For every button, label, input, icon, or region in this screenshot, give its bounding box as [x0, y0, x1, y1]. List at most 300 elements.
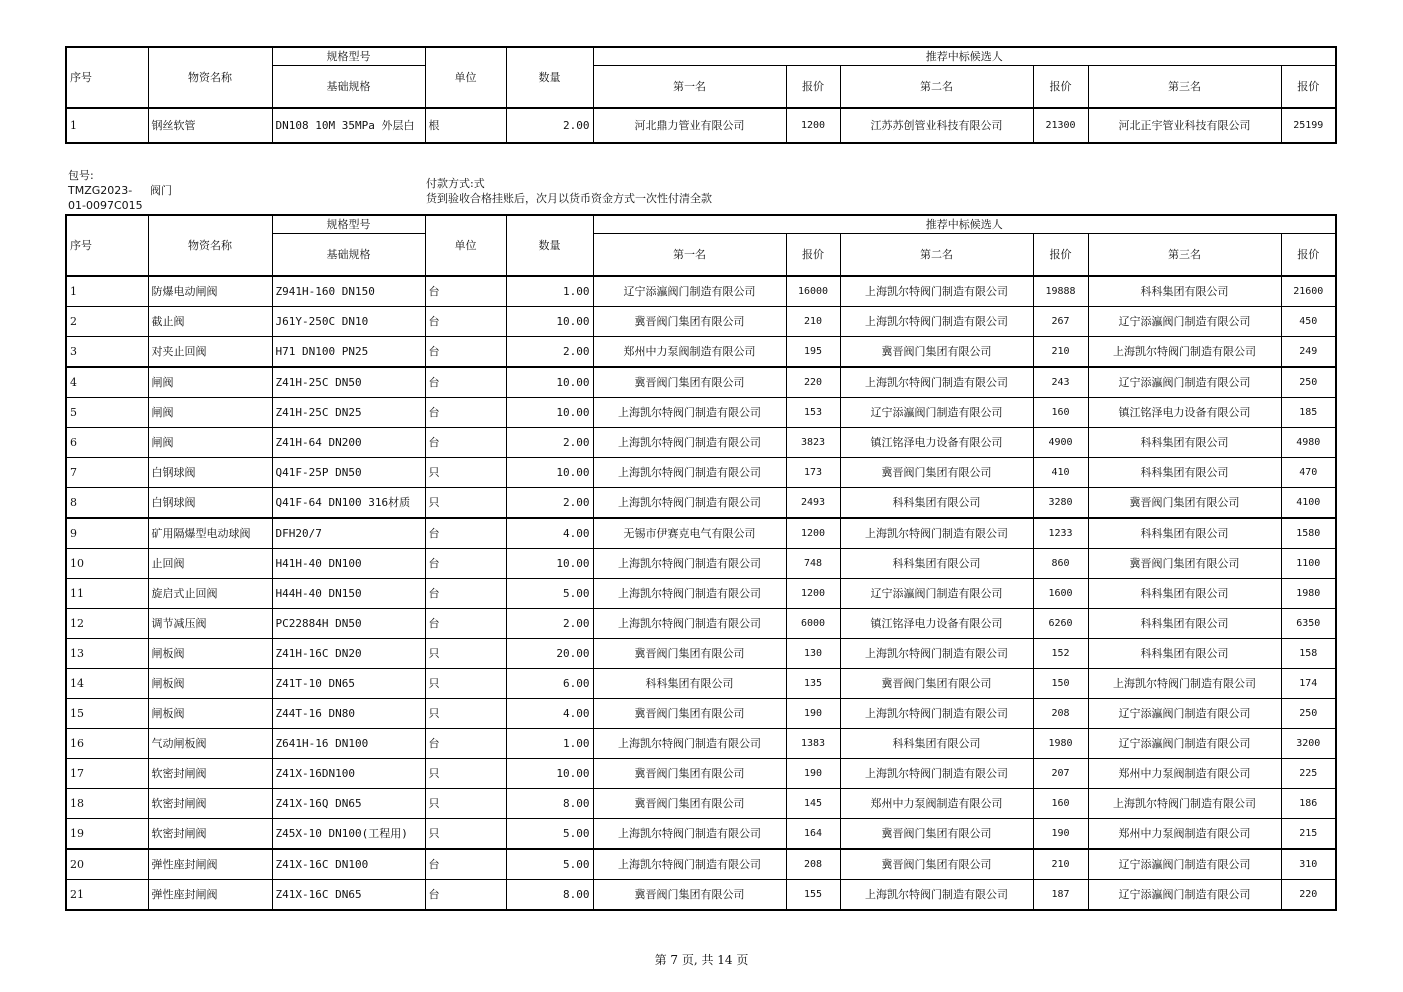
row-second-candidate: 上海凯尔特阀门制造有限公司 — [840, 880, 1033, 911]
row-unit: 只 — [425, 789, 506, 819]
row-third-candidate: 辽宁添瀛阀门制造有限公司 — [1088, 699, 1281, 729]
row-second-candidate: 江苏苏创管业科技有限公司 — [840, 108, 1033, 143]
row-third-candidate: 辽宁添瀛阀门制造有限公司 — [1088, 729, 1281, 759]
row-qty: 2.00 — [506, 609, 593, 639]
row-name: 截止阀 — [148, 307, 272, 337]
row-third-price: 185 — [1281, 398, 1336, 428]
row-second-candidate: 上海凯尔特阀门制造有限公司 — [840, 639, 1033, 669]
row-first-candidate: 冀晋阀门集团有限公司 — [593, 699, 786, 729]
row-name: 闸阀 — [148, 398, 272, 428]
row-first-candidate: 上海凯尔特阀门制造有限公司 — [593, 609, 786, 639]
row-second-candidate: 镇江铭泽电力设备有限公司 — [840, 609, 1033, 639]
row-qty: 1.00 — [506, 276, 593, 307]
package-name: 阀门 — [150, 184, 172, 197]
row-unit: 台 — [425, 579, 506, 609]
row-first-candidate: 科科集团有限公司 — [593, 669, 786, 699]
row-spec: Z41H-16C DN20 — [272, 639, 425, 669]
row-second-price: 4900 — [1033, 428, 1088, 458]
row-name: 弹性座封闸阀 — [148, 880, 272, 911]
row-second-candidate: 郑州中力泵阀制造有限公司 — [840, 789, 1033, 819]
table-row — [66, 108, 1336, 143]
row-seq: 21 — [66, 880, 148, 911]
row-seq: 15 — [66, 699, 148, 729]
row-second-candidate: 科科集团有限公司 — [840, 488, 1033, 519]
row-third-price: 6350 — [1281, 609, 1336, 639]
row-seq: 18 — [66, 789, 148, 819]
row-unit: 台 — [425, 849, 506, 880]
row-seq: 1 — [66, 276, 148, 307]
row-qty: 8.00 — [506, 880, 593, 911]
row-first-candidate: 上海凯尔特阀门制造有限公司 — [593, 428, 786, 458]
row-second-candidate: 科科集团有限公司 — [840, 549, 1033, 579]
row-first-candidate: 上海凯尔特阀门制造有限公司 — [593, 579, 786, 609]
row-first-price: 3823 — [786, 428, 840, 458]
row-third-candidate: 科科集团有限公司 — [1088, 639, 1281, 669]
row-name: 止回阀 — [148, 549, 272, 579]
row-third-candidate: 河北正宇管业科技有限公司 — [1088, 108, 1281, 143]
row-qty: 5.00 — [506, 849, 593, 880]
row-name: 钢丝软管 — [148, 108, 272, 143]
row-second-price: 208 — [1033, 699, 1088, 729]
row-second-price: 207 — [1033, 759, 1088, 789]
header-second: 第二名 — [840, 66, 1033, 109]
table-row — [66, 276, 1336, 307]
row-qty: 10.00 — [506, 307, 593, 337]
row-name: 弹性座封闸阀 — [148, 849, 272, 880]
row-first-price: 145 — [786, 789, 840, 819]
row-second-price: 267 — [1033, 307, 1088, 337]
row-qty: 2.00 — [506, 108, 593, 143]
row-qty: 8.00 — [506, 789, 593, 819]
row-first-price: 208 — [786, 849, 840, 880]
header-third: 第三名 — [1088, 234, 1281, 277]
row-third-candidate: 郑州中力泵阀制造有限公司 — [1088, 819, 1281, 850]
row-third-candidate: 科科集团有限公司 — [1088, 428, 1281, 458]
row-second-price: 1233 — [1033, 518, 1088, 549]
row-seq: 17 — [66, 759, 148, 789]
row-qty: 2.00 — [506, 488, 593, 519]
row-qty: 20.00 — [506, 639, 593, 669]
package-label: 包号: — [68, 169, 94, 182]
row-first-candidate: 冀晋阀门集团有限公司 — [593, 367, 786, 398]
row-spec: H41H-40 DN100 — [272, 549, 425, 579]
row-name: 调节减压阀 — [148, 609, 272, 639]
row-second-price: 150 — [1033, 669, 1088, 699]
row-seq: 7 — [66, 458, 148, 488]
row-spec: Z41T-10 DN65 — [272, 669, 425, 699]
row-second-price: 160 — [1033, 789, 1088, 819]
header-price-2: 报价 — [1033, 66, 1088, 109]
items-table-2 — [65, 214, 1337, 911]
row-name: 闸板阀 — [148, 699, 272, 729]
table-row — [66, 639, 1336, 669]
row-second-price: 1980 — [1033, 729, 1088, 759]
table-row — [66, 518, 1336, 549]
header-price-3: 报价 — [1281, 234, 1336, 277]
header-candidates: 推荐中标候选人 — [593, 47, 1336, 66]
row-first-price: 130 — [786, 639, 840, 669]
row-unit: 台 — [425, 518, 506, 549]
row-third-price: 1980 — [1281, 579, 1336, 609]
row-spec: DN108 10M 35MPa 外层白 — [272, 108, 425, 143]
row-third-price: 225 — [1281, 759, 1336, 789]
row-seq: 9 — [66, 518, 148, 549]
row-spec: H71 DN100 PN25 — [272, 337, 425, 368]
row-name: 闸板阀 — [148, 639, 272, 669]
row-unit: 台 — [425, 609, 506, 639]
row-third-price: 1580 — [1281, 518, 1336, 549]
package-code-line2: 01-0097C015 — [68, 199, 143, 212]
row-third-price: 249 — [1281, 337, 1336, 368]
row-spec: Z941H-160 DN150 — [272, 276, 425, 307]
table-row — [66, 579, 1336, 609]
row-spec: Z41H-64 DN200 — [272, 428, 425, 458]
row-first-price: 210 — [786, 307, 840, 337]
row-first-price: 1200 — [786, 108, 840, 143]
items-table-1 — [65, 46, 1337, 144]
row-seq: 20 — [66, 849, 148, 880]
row-seq: 1 — [66, 108, 148, 143]
row-third-candidate: 辽宁添瀛阀门制造有限公司 — [1088, 307, 1281, 337]
row-spec: J61Y-250C DN10 — [272, 307, 425, 337]
row-unit: 台 — [425, 729, 506, 759]
row-seq: 4 — [66, 367, 148, 398]
row-unit: 台 — [425, 276, 506, 307]
page-footer: 第 7 页, 共 14 页 — [654, 953, 749, 967]
row-name: 气动闸板阀 — [148, 729, 272, 759]
row-third-price: 174 — [1281, 669, 1336, 699]
header-spec-group: 规格型号 — [272, 47, 425, 66]
row-spec: Z41X-16Q DN65 — [272, 789, 425, 819]
payment-label: 付款方式:式 — [426, 177, 485, 190]
header-second: 第二名 — [840, 234, 1033, 277]
table-row — [66, 458, 1336, 488]
row-name: 软密封闸阀 — [148, 789, 272, 819]
header-price-3: 报价 — [1281, 66, 1336, 109]
row-first-candidate: 郑州中力泵阀制造有限公司 — [593, 337, 786, 368]
row-third-candidate: 上海凯尔特阀门制造有限公司 — [1088, 337, 1281, 368]
row-second-price: 187 — [1033, 880, 1088, 911]
row-unit: 台 — [425, 398, 506, 428]
row-unit: 台 — [425, 880, 506, 911]
row-first-candidate: 上海凯尔特阀门制造有限公司 — [593, 398, 786, 428]
row-spec: Q41F-64 DN100 316材质 — [272, 488, 425, 519]
header-unit: 单位 — [425, 47, 506, 108]
row-second-price: 21300 — [1033, 108, 1088, 143]
header-name: 物资名称 — [148, 215, 272, 276]
row-second-candidate: 镇江铭泽电力设备有限公司 — [840, 428, 1033, 458]
package-code-line1: TMZG2023- — [68, 184, 133, 197]
header-price-1: 报价 — [786, 234, 840, 277]
header-third: 第三名 — [1088, 66, 1281, 109]
row-third-candidate: 科科集团有限公司 — [1088, 458, 1281, 488]
row-unit: 台 — [425, 367, 506, 398]
row-third-candidate: 冀晋阀门集团有限公司 — [1088, 549, 1281, 579]
row-qty: 2.00 — [506, 428, 593, 458]
row-spec: DFH20/7 — [272, 518, 425, 549]
row-third-candidate: 科科集团有限公司 — [1088, 518, 1281, 549]
table-row — [66, 669, 1336, 699]
header-price-2: 报价 — [1033, 234, 1088, 277]
header-seq: 序号 — [66, 215, 148, 276]
row-qty: 5.00 — [506, 819, 593, 850]
row-unit: 只 — [425, 458, 506, 488]
row-third-candidate: 辽宁添瀛阀门制造有限公司 — [1088, 880, 1281, 911]
row-unit: 台 — [425, 428, 506, 458]
row-first-candidate: 冀晋阀门集团有限公司 — [593, 880, 786, 911]
row-third-price: 250 — [1281, 699, 1336, 729]
table-row — [66, 609, 1336, 639]
row-second-candidate: 冀晋阀门集团有限公司 — [840, 849, 1033, 880]
row-third-candidate: 上海凯尔特阀门制造有限公司 — [1088, 789, 1281, 819]
row-seq: 19 — [66, 819, 148, 850]
table-row — [66, 729, 1336, 759]
row-name: 白钢球阀 — [148, 488, 272, 519]
row-spec: Z641H-16 DN100 — [272, 729, 425, 759]
header-spec: 基础规格 — [272, 234, 425, 277]
row-first-price: 190 — [786, 759, 840, 789]
row-spec: Z41H-25C DN25 — [272, 398, 425, 428]
package-info — [68, 168, 158, 213]
header-price-1: 报价 — [786, 66, 840, 109]
header-first: 第一名 — [593, 66, 786, 109]
row-third-candidate: 辽宁添瀛阀门制造有限公司 — [1088, 367, 1281, 398]
row-spec: Z45X-10 DN100(工程用) — [272, 819, 425, 850]
row-seq: 10 — [66, 549, 148, 579]
header-spec: 基础规格 — [272, 66, 425, 109]
row-second-price: 152 — [1033, 639, 1088, 669]
row-name: 白钢球阀 — [148, 458, 272, 488]
row-first-price: 164 — [786, 819, 840, 850]
row-first-candidate: 冀晋阀门集团有限公司 — [593, 789, 786, 819]
row-qty: 10.00 — [506, 398, 593, 428]
row-unit: 只 — [425, 819, 506, 850]
row-second-price: 160 — [1033, 398, 1088, 428]
table-row — [66, 488, 1336, 519]
row-first-candidate: 辽宁添瀛阀门制造有限公司 — [593, 276, 786, 307]
row-second-candidate: 上海凯尔特阀门制造有限公司 — [840, 307, 1033, 337]
table-row — [66, 337, 1336, 368]
row-unit: 根 — [425, 108, 506, 143]
row-second-price: 210 — [1033, 337, 1088, 368]
row-first-candidate: 河北鼎力管业有限公司 — [593, 108, 786, 143]
row-first-price: 1200 — [786, 518, 840, 549]
header-unit: 单位 — [425, 215, 506, 276]
row-seq: 12 — [66, 609, 148, 639]
row-seq: 2 — [66, 307, 148, 337]
table-row — [66, 849, 1336, 880]
row-third-price: 250 — [1281, 367, 1336, 398]
row-second-candidate: 辽宁添瀛阀门制造有限公司 — [840, 579, 1033, 609]
table-row — [66, 880, 1336, 911]
row-third-candidate: 郑州中力泵阀制造有限公司 — [1088, 759, 1281, 789]
row-seq: 8 — [66, 488, 148, 519]
row-first-price: 6000 — [786, 609, 840, 639]
row-second-candidate: 上海凯尔特阀门制造有限公司 — [840, 276, 1033, 307]
row-seq: 5 — [66, 398, 148, 428]
row-first-price: 220 — [786, 367, 840, 398]
row-third-price: 186 — [1281, 789, 1336, 819]
row-first-candidate: 冀晋阀门集团有限公司 — [593, 307, 786, 337]
row-name: 闸板阀 — [148, 669, 272, 699]
row-name: 软密封闸阀 — [148, 819, 272, 850]
row-third-price: 215 — [1281, 819, 1336, 850]
header-first: 第一名 — [593, 234, 786, 277]
row-unit: 只 — [425, 639, 506, 669]
row-name: 旋启式止回阀 — [148, 579, 272, 609]
row-third-candidate: 上海凯尔特阀门制造有限公司 — [1088, 669, 1281, 699]
table-row — [66, 428, 1336, 458]
row-name: 矿用隔爆型电动球阀 — [148, 518, 272, 549]
row-first-price: 173 — [786, 458, 840, 488]
table-row — [66, 549, 1336, 579]
row-spec: PC22884H DN50 — [272, 609, 425, 639]
row-third-price: 450 — [1281, 307, 1336, 337]
row-spec: Z41X-16DN100 — [272, 759, 425, 789]
row-second-candidate: 上海凯尔特阀门制造有限公司 — [840, 699, 1033, 729]
row-spec: Z44T-16 DN80 — [272, 699, 425, 729]
row-second-candidate: 上海凯尔特阀门制造有限公司 — [840, 759, 1033, 789]
row-qty: 10.00 — [506, 458, 593, 488]
row-qty: 10.00 — [506, 759, 593, 789]
row-first-price: 1200 — [786, 579, 840, 609]
row-third-price: 1100 — [1281, 549, 1336, 579]
row-second-price: 3280 — [1033, 488, 1088, 519]
row-third-candidate: 镇江铭泽电力设备有限公司 — [1088, 398, 1281, 428]
header-seq: 序号 — [66, 47, 148, 108]
table-row — [66, 367, 1336, 398]
row-first-candidate: 冀晋阀门集团有限公司 — [593, 759, 786, 789]
row-spec: Z41X-16C DN100 — [272, 849, 425, 880]
table-row — [66, 759, 1336, 789]
row-second-price: 210 — [1033, 849, 1088, 880]
row-first-candidate: 上海凯尔特阀门制造有限公司 — [593, 819, 786, 850]
row-first-price: 153 — [786, 398, 840, 428]
row-first-price: 190 — [786, 699, 840, 729]
row-third-price: 470 — [1281, 458, 1336, 488]
row-third-candidate: 冀晋阀门集团有限公司 — [1088, 488, 1281, 519]
payment-text: 货到验收合格挂账后，次月以货币资金方式一次性付清全款 — [426, 192, 712, 205]
row-first-price: 748 — [786, 549, 840, 579]
row-name: 防爆电动闸阀 — [148, 276, 272, 307]
row-first-price: 2493 — [786, 488, 840, 519]
row-third-price: 3200 — [1281, 729, 1336, 759]
row-third-price: 21600 — [1281, 276, 1336, 307]
row-first-candidate: 上海凯尔特阀门制造有限公司 — [593, 488, 786, 519]
table-row — [66, 307, 1336, 337]
row-second-candidate: 科科集团有限公司 — [840, 729, 1033, 759]
table-row — [66, 398, 1336, 428]
row-second-candidate: 冀晋阀门集团有限公司 — [840, 458, 1033, 488]
row-unit: 台 — [425, 337, 506, 368]
row-second-price: 19888 — [1033, 276, 1088, 307]
row-name: 闸阀 — [148, 428, 272, 458]
row-name: 对夹止回阀 — [148, 337, 272, 368]
header-qty: 数量 — [506, 215, 593, 276]
row-second-candidate: 冀晋阀门集团有限公司 — [840, 337, 1033, 368]
row-second-candidate: 上海凯尔特阀门制造有限公司 — [840, 367, 1033, 398]
row-spec: Z41H-25C DN50 — [272, 367, 425, 398]
row-qty: 10.00 — [506, 367, 593, 398]
row-unit: 只 — [425, 488, 506, 519]
row-second-candidate: 冀晋阀门集团有限公司 — [840, 669, 1033, 699]
row-seq: 16 — [66, 729, 148, 759]
row-seq: 11 — [66, 579, 148, 609]
row-seq: 3 — [66, 337, 148, 368]
row-unit: 只 — [425, 759, 506, 789]
row-qty: 6.00 — [506, 669, 593, 699]
row-unit: 台 — [425, 307, 506, 337]
row-qty: 2.00 — [506, 337, 593, 368]
row-second-price: 6260 — [1033, 609, 1088, 639]
header-qty: 数量 — [506, 47, 593, 108]
header-candidates: 推荐中标候选人 — [593, 215, 1336, 234]
row-spec: Q41F-25P DN50 — [272, 458, 425, 488]
row-qty: 4.00 — [506, 518, 593, 549]
row-first-price: 195 — [786, 337, 840, 368]
row-qty: 1.00 — [506, 729, 593, 759]
header-spec-group: 规格型号 — [272, 215, 425, 234]
row-second-price: 190 — [1033, 819, 1088, 850]
row-spec: Z41X-16C DN65 — [272, 880, 425, 911]
row-seq: 14 — [66, 669, 148, 699]
row-second-price: 1600 — [1033, 579, 1088, 609]
row-first-price: 155 — [786, 880, 840, 911]
row-second-price: 410 — [1033, 458, 1088, 488]
row-third-candidate: 辽宁添瀛阀门制造有限公司 — [1088, 849, 1281, 880]
row-third-price: 4100 — [1281, 488, 1336, 519]
row-second-price: 243 — [1033, 367, 1088, 398]
row-first-price: 16000 — [786, 276, 840, 307]
row-first-price: 1383 — [786, 729, 840, 759]
row-third-price: 220 — [1281, 880, 1336, 911]
row-qty: 4.00 — [506, 699, 593, 729]
table-row — [66, 789, 1336, 819]
header-name: 物资名称 — [148, 47, 272, 108]
row-first-candidate: 上海凯尔特阀门制造有限公司 — [593, 458, 786, 488]
row-spec: H44H-40 DN150 — [272, 579, 425, 609]
row-first-candidate: 无锡市伊赛克电气有限公司 — [593, 518, 786, 549]
row-name: 软密封闸阀 — [148, 759, 272, 789]
row-name: 闸阀 — [148, 367, 272, 398]
row-unit: 台 — [425, 549, 506, 579]
row-first-price: 135 — [786, 669, 840, 699]
row-second-candidate: 上海凯尔特阀门制造有限公司 — [840, 518, 1033, 549]
row-seq: 13 — [66, 639, 148, 669]
row-third-candidate: 科科集团有限公司 — [1088, 579, 1281, 609]
row-third-price: 158 — [1281, 639, 1336, 669]
table-row — [66, 819, 1336, 850]
row-seq: 6 — [66, 428, 148, 458]
payment-info — [426, 176, 712, 206]
row-first-candidate: 上海凯尔特阀门制造有限公司 — [593, 849, 786, 880]
row-second-price: 860 — [1033, 549, 1088, 579]
row-unit: 只 — [425, 669, 506, 699]
row-third-candidate: 科科集团有限公司 — [1088, 276, 1281, 307]
row-third-price: 310 — [1281, 849, 1336, 880]
row-second-candidate: 辽宁添瀛阀门制造有限公司 — [840, 398, 1033, 428]
row-second-candidate: 冀晋阀门集团有限公司 — [840, 819, 1033, 850]
row-first-candidate: 上海凯尔特阀门制造有限公司 — [593, 729, 786, 759]
row-third-price: 25199 — [1281, 108, 1336, 143]
row-first-candidate: 上海凯尔特阀门制造有限公司 — [593, 549, 786, 579]
row-first-candidate: 冀晋阀门集团有限公司 — [593, 639, 786, 669]
row-qty: 10.00 — [506, 549, 593, 579]
row-third-price: 4980 — [1281, 428, 1336, 458]
row-qty: 5.00 — [506, 579, 593, 609]
row-unit: 只 — [425, 699, 506, 729]
row-third-candidate: 科科集团有限公司 — [1088, 609, 1281, 639]
